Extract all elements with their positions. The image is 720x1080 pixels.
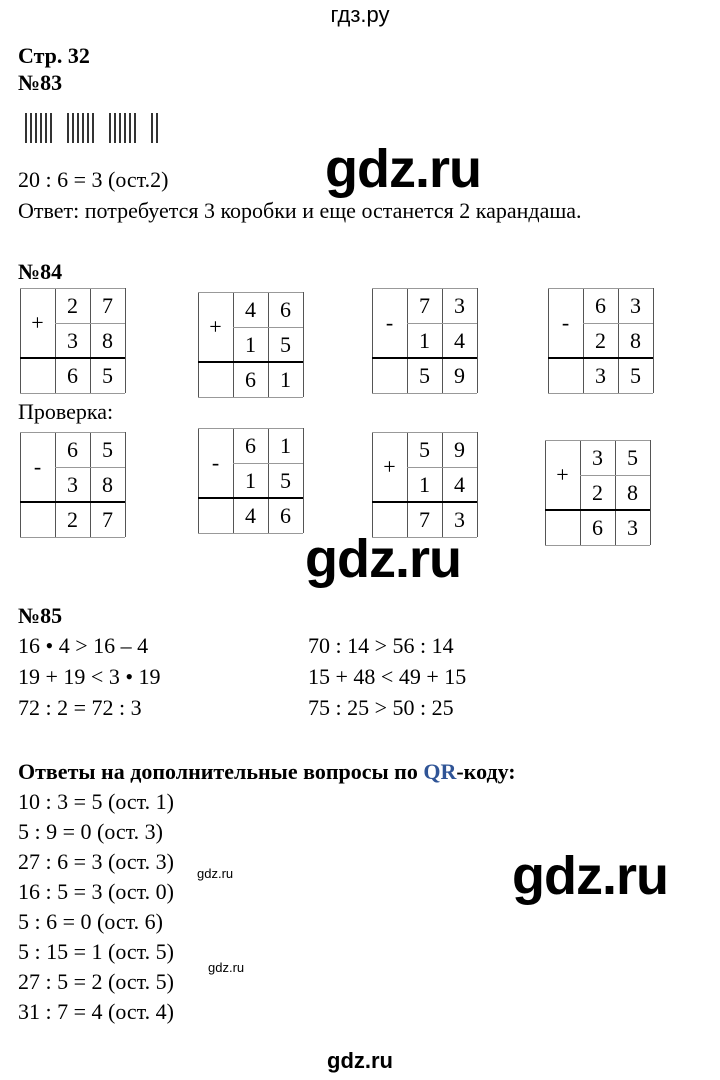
stick <box>129 113 131 143</box>
digit-cell: 9 <box>454 363 465 388</box>
digit-cell: 5 <box>627 445 638 470</box>
stick <box>134 113 136 143</box>
digit-cell: 3 <box>67 472 78 497</box>
column-calculation <box>372 432 477 537</box>
column-calculation <box>198 428 303 533</box>
stick <box>82 113 84 143</box>
digit-cell: 6 <box>245 367 256 392</box>
stick-group <box>151 113 161 143</box>
digit-cell: 3 <box>592 445 603 470</box>
stick <box>77 113 79 143</box>
digit-cell: 6 <box>245 433 256 458</box>
footer-watermark: gdz.ru <box>327 1048 393 1073</box>
page-label: Стр. 32 <box>18 43 90 68</box>
operation-sign: + <box>556 462 569 487</box>
exercise-85-title: №85 <box>18 603 63 628</box>
column-calculation <box>548 288 653 393</box>
stick <box>50 113 52 143</box>
watermark: gdz.ru <box>512 846 668 906</box>
stick <box>156 113 158 143</box>
digit-cell: 7 <box>419 293 430 318</box>
watermark: gdz.ru <box>305 529 461 589</box>
digit-cell: 3 <box>454 293 465 318</box>
exercise-84-title: №84 <box>18 259 63 284</box>
ex85-right-2: 15 + 48 < 49 + 15 <box>308 664 467 689</box>
qr-line-6: 5 : 15 = 1 (ост. 5) <box>18 939 174 964</box>
stick <box>151 113 153 143</box>
check-label: Проверка: <box>18 399 114 424</box>
digit-cell: 7 <box>102 507 113 532</box>
digit-cell: 5 <box>630 363 641 388</box>
digit-cell: 7 <box>102 293 113 318</box>
digit-cell: 5 <box>419 363 430 388</box>
digit-cell: 1 <box>419 472 430 497</box>
digit-cell: 6 <box>67 363 78 388</box>
digit-cell: 6 <box>67 437 78 462</box>
ex85-left-3: 72 : 2 = 72 : 3 <box>18 695 142 720</box>
counting-sticks <box>25 113 173 143</box>
stick-group <box>67 113 97 143</box>
digit-cell: 8 <box>102 328 113 353</box>
qr-section-title: Ответы на дополнительные вопросы по QR-коду: <box>18 759 516 784</box>
digit-cell: 8 <box>627 480 638 505</box>
column-calculation <box>372 288 477 393</box>
operation-sign: + <box>383 454 396 479</box>
digit-cell: 2 <box>67 293 78 318</box>
stick <box>92 113 94 143</box>
digit-cell: 3 <box>630 293 641 318</box>
operation-sign: - <box>385 310 394 335</box>
stick <box>124 113 126 143</box>
digit-cell: 1 <box>280 433 291 458</box>
digit-cell: 1 <box>280 367 291 392</box>
stick <box>119 113 121 143</box>
exercise-83-answer: Ответ: потребуется 3 коробки и еще останется 2 карандаша. <box>18 198 582 223</box>
exercise-83-equation: 20 : 6 = 3 (ост.2) <box>18 167 169 192</box>
qr-line-8: 31 : 7 = 4 (ост. 4) <box>18 999 174 1024</box>
qr-line-5: 5 : 6 = 0 (ост. 6) <box>18 909 163 934</box>
digit-cell: 1 <box>245 468 256 493</box>
digit-cell: 5 <box>102 437 113 462</box>
digit-cell: 6 <box>595 293 606 318</box>
qr-line-3: 27 : 6 = 3 (ост. 3) <box>18 849 174 874</box>
operation-sign: + <box>31 310 44 335</box>
stick-group <box>25 113 55 143</box>
stick <box>67 113 69 143</box>
digit-cell: 1 <box>419 328 430 353</box>
stick <box>109 113 111 143</box>
digit-cell: 5 <box>102 363 113 388</box>
qr-line-1: 10 : 3 = 5 (ост. 1) <box>18 789 174 814</box>
watermark-small: gdz.ru <box>208 960 245 975</box>
digit-cell: 2 <box>592 480 603 505</box>
digit-cell: 5 <box>419 437 430 462</box>
digit-cell: 6 <box>592 515 603 540</box>
digit-cell: 7 <box>419 507 430 532</box>
digit-cell: 2 <box>67 507 78 532</box>
digit-cell: 4 <box>245 297 256 322</box>
stick <box>114 113 116 143</box>
column-calculation <box>198 292 303 397</box>
exercise-83-title: №83 <box>18 70 63 95</box>
digit-cell: 1 <box>245 332 256 357</box>
qr-line-7: 27 : 5 = 2 (ост. 5) <box>18 969 174 994</box>
digit-cell: 6 <box>280 297 291 322</box>
digit-cell: 4 <box>454 328 465 353</box>
ex85-right-3: 75 : 25 > 50 : 25 <box>308 695 454 720</box>
digit-cell: 9 <box>454 437 465 462</box>
stick-group <box>109 113 139 143</box>
ex85-left-2: 19 + 19 < 3 • 19 <box>18 664 161 689</box>
digit-cell: 4 <box>245 503 256 528</box>
digit-cell: 2 <box>595 328 606 353</box>
operation-sign: - <box>561 310 570 335</box>
stick <box>87 113 89 143</box>
digit-cell: 3 <box>627 515 638 540</box>
stick <box>72 113 74 143</box>
stick <box>40 113 42 143</box>
stick <box>25 113 27 143</box>
digit-cell: 3 <box>67 328 78 353</box>
qr-line-2: 5 : 9 = 0 (ост. 3) <box>18 819 163 844</box>
stick <box>45 113 47 143</box>
watermark-small: gdz.ru <box>197 866 234 881</box>
watermark: gdz.ru <box>325 139 481 199</box>
digit-cell: 4 <box>454 472 465 497</box>
operation-sign: + <box>209 314 222 339</box>
column-calculation <box>545 440 650 545</box>
column-calculation <box>20 432 125 537</box>
operation-sign: - <box>33 454 42 479</box>
digit-cell: 6 <box>280 503 291 528</box>
stick <box>30 113 32 143</box>
stick <box>35 113 37 143</box>
ex85-left-1: 16 • 4 > 16 – 4 <box>18 633 149 658</box>
digit-cell: 8 <box>630 328 641 353</box>
digit-cell: 5 <box>280 332 291 357</box>
site-header: гдз.ру <box>330 2 390 27</box>
digit-cell: 3 <box>454 507 465 532</box>
operation-sign: - <box>211 450 220 475</box>
digit-cell: 3 <box>595 363 606 388</box>
qr-line-4: 16 : 5 = 3 (ост. 0) <box>18 879 174 904</box>
digit-cell: 5 <box>280 468 291 493</box>
column-calculation <box>20 288 125 393</box>
digit-cell: 8 <box>102 472 113 497</box>
ex85-right-1: 70 : 14 > 56 : 14 <box>308 633 454 658</box>
